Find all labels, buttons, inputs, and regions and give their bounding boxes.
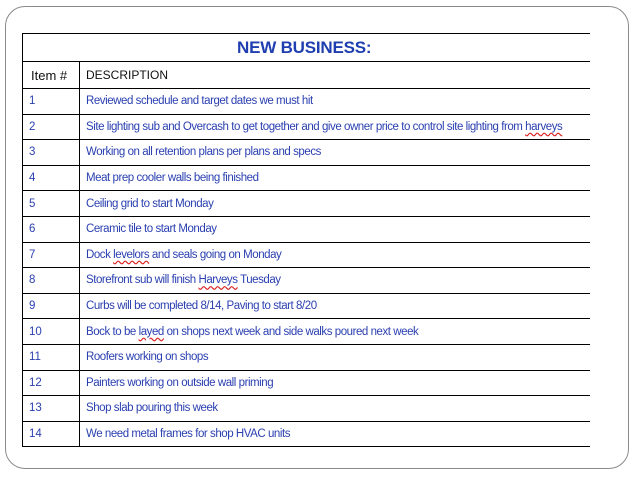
table-row: [23, 89, 591, 115]
description-cell: [80, 370, 591, 396]
item-number-cell: 13: [23, 396, 80, 422]
table-row: [23, 165, 591, 191]
description-text: Ceramic tile to start Monday: [86, 223, 217, 236]
item-number-cell: 7: [23, 242, 80, 268]
item-number-cell: 4: [23, 165, 80, 191]
item-number-cell: 9: [23, 293, 80, 319]
table-title: NEW BUSINESS:: [23, 34, 591, 62]
item-number-cell: 2: [23, 114, 80, 140]
description-cell: [80, 421, 591, 447]
item-number-cell: 12: [23, 370, 80, 396]
table-row: [23, 216, 591, 242]
item-number-cell: 14: [23, 421, 80, 447]
description-cell: [80, 242, 591, 268]
description-text: Dock: [86, 248, 114, 261]
description-cell: [80, 319, 591, 345]
description-cell: [80, 396, 591, 422]
description-text-continued: Tuesday: [237, 274, 281, 287]
description-cell: [80, 114, 591, 140]
table-row: [23, 191, 591, 217]
spellcheck-flagged-word: layed: [138, 325, 164, 338]
description-text-continued: and seals going on Monday: [149, 248, 282, 261]
description-text: Curbs will be completed 8/14, Paving to start 8/20: [86, 300, 317, 313]
item-number-header: Item #: [23, 62, 80, 89]
description-cell: [80, 216, 591, 242]
description-cell: [80, 89, 591, 115]
description-text: Site lighting sub and Overcash to get together and give owner price to control site lighting from: [86, 120, 526, 133]
description-cell: [80, 165, 591, 191]
header-row: [23, 62, 591, 89]
description-cell: [80, 268, 591, 294]
table-row: [23, 396, 591, 422]
item-number-cell: 6: [23, 216, 80, 242]
table-row: [23, 114, 591, 140]
item-number-cell: 10: [23, 319, 80, 345]
table-row: [23, 319, 591, 345]
table-row: [23, 293, 591, 319]
item-number-cell: 11: [23, 344, 80, 370]
description-text: Roofers working on shops: [86, 351, 209, 364]
description-cell: [80, 140, 591, 166]
description-text: Working on all retention plans per plans and specs: [86, 146, 321, 159]
spellcheck-flagged-word: Harveys: [198, 274, 238, 287]
description-header: DESCRIPTION: [80, 62, 591, 89]
description-text: Shop slab pouring this week: [86, 402, 218, 415]
item-number-cell: 5: [23, 191, 80, 217]
description-text: Storefront sub will finish: [86, 274, 199, 287]
item-number-cell: 3: [23, 140, 80, 166]
description-text: Painters working on outside wall priming: [86, 376, 274, 389]
description-cell: [80, 191, 591, 217]
spellcheck-flagged-word: harveys: [525, 120, 563, 133]
description-text: Bock to be: [86, 325, 139, 338]
table-row: [23, 242, 591, 268]
table-row: [23, 421, 591, 447]
item-number-cell: 8: [23, 268, 80, 294]
table-row: [23, 370, 591, 396]
spellcheck-flagged-word: levelors: [113, 248, 150, 261]
table-row: [23, 140, 591, 166]
table-row: [23, 268, 591, 294]
description-text: We need metal frames for shop HVAC units: [86, 428, 291, 441]
description-text: Meat prep cooler walls being finished: [86, 172, 259, 185]
description-cell: [80, 293, 591, 319]
business-table-area: [22, 33, 590, 453]
description-text: Reviewed schedule and target dates we must hit: [86, 95, 313, 108]
description-cell: [80, 344, 591, 370]
description-text-continued: on shops next week and side walks poured next week: [163, 325, 419, 338]
description-text: Ceiling grid to start Monday: [86, 197, 214, 210]
new-business-table: [22, 33, 590, 447]
table-row: [23, 344, 591, 370]
item-number-cell: 1: [23, 89, 80, 115]
